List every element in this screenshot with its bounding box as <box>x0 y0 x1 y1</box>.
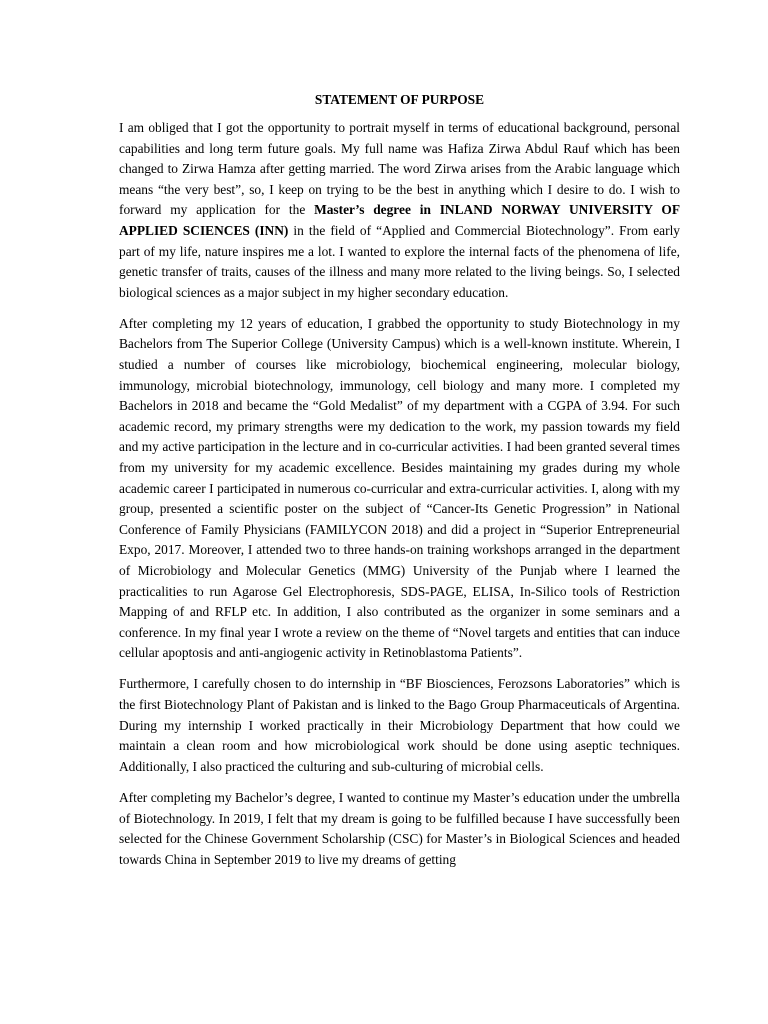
paragraph-education: After completing my 12 years of education, I grabbed the opportunity to study Biotechnology in my Bachelors from The Superior College (University Campus) which is a well-known institute. Wherein, I studied a number of courses like microbiology, biochemical engineering, molecular biology, immunology, microbial biotechnology, immunology, cell biology and many more. I completed my Bachelors in 2018 and became the “Gold Medalist” of my department with a CGPA of 3.94. For such academic record, my primary strengths were my dedication to the work, my passion towards my field and my active participation in the lecture and in co-curricular activities. I had been granted several times from my university for my academic excellence. Besides maintaining my grades during my whole academic career I participated in numerous co-curricular and extra-curricular activities. I, along with my group, presented a scientific poster on the subject of “Cancer-Its Genetic Progression” in National Conference of Family Physicians (FAMILYCON 2018) and did a project in “Superior Entrepreneurial Expo, 2017. Moreover, I attended two to three hands-on training workshops arranged in the department of Microbiology and Molecular Genetics (MMG) University of the Punjab where I learned the practicalities to run Agarose Gel Electrophoresis, SDS-PAGE, ELISA, In-Silico tools of Restriction Mapping of and RFLP etc. In addition, I also contributed as the organizer in some seminars and a conference. In my final year I wrote a review on the theme of “Novel targets and entities that can induce cellular apoptosis and anti-angiogenic activity in Retinoblastoma Patients”. <box>119 315 680 661</box>
degree-program-bold: Master’s degree in INLAND NORWAY UNIVERSITY OF APPLIED SCIENCES (INN) <box>119 202 681 238</box>
paragraph-intro-text-b: in the field of “Applied and Commercial Biotechnology”. From early part of my life, nature inspires me a lot. I wanted to explore the internal facts of the phenomena of life, genetic transfer of traits, causes of the illness and many more related to the living beings. So, I selected biological sciences as a major subject in my higher secondary education. <box>119 222 681 300</box>
document-title: STATEMENT OF PURPOSE <box>314 92 485 107</box>
paragraph-internship: Furthermore, I carefully chosen to do internship in “BF Biosciences, Ferozsons Laboratories” which is the first Biotechnology Plant of Pakistan and is linked to the Bago Group Pharmaceuticals of Argentina. During my internship I worked practically in their Microbiology Department that how could we maintain a clean room and how microbiological work should be done using aseptic techniques. Additionally, I also practiced the culturing and sub-culturing of microbial cells. <box>119 676 680 774</box>
paragraph-intro <box>119 118 680 303</box>
paragraph-masters: After completing my Bachelor’s degree, I wanted to continue my Master’s education under the umbrella of Biotechnology. In 2019, I felt that my dream is going to be fulfilled because I have successfully been selected for the Chinese Government Scholarship (CSC) for Master’s in Biological Sciences and headed towards China in September 2019 to live my dreams of getting <box>119 789 680 867</box>
paragraph-intro-text-a: I am obliged that I got the opportunity to portrait myself in terms of educational background, personal capabilities and long term future goals. My full name was Hafiza Zirwa Abdul Rauf which has been changed to Zirwa Hamza after getting married. The word Zirwa arises from the Arabic language which means “the very best”, so, I keep on trying to be the best in anything which I desire to do. I wish to forward my application for the <box>119 120 680 218</box>
